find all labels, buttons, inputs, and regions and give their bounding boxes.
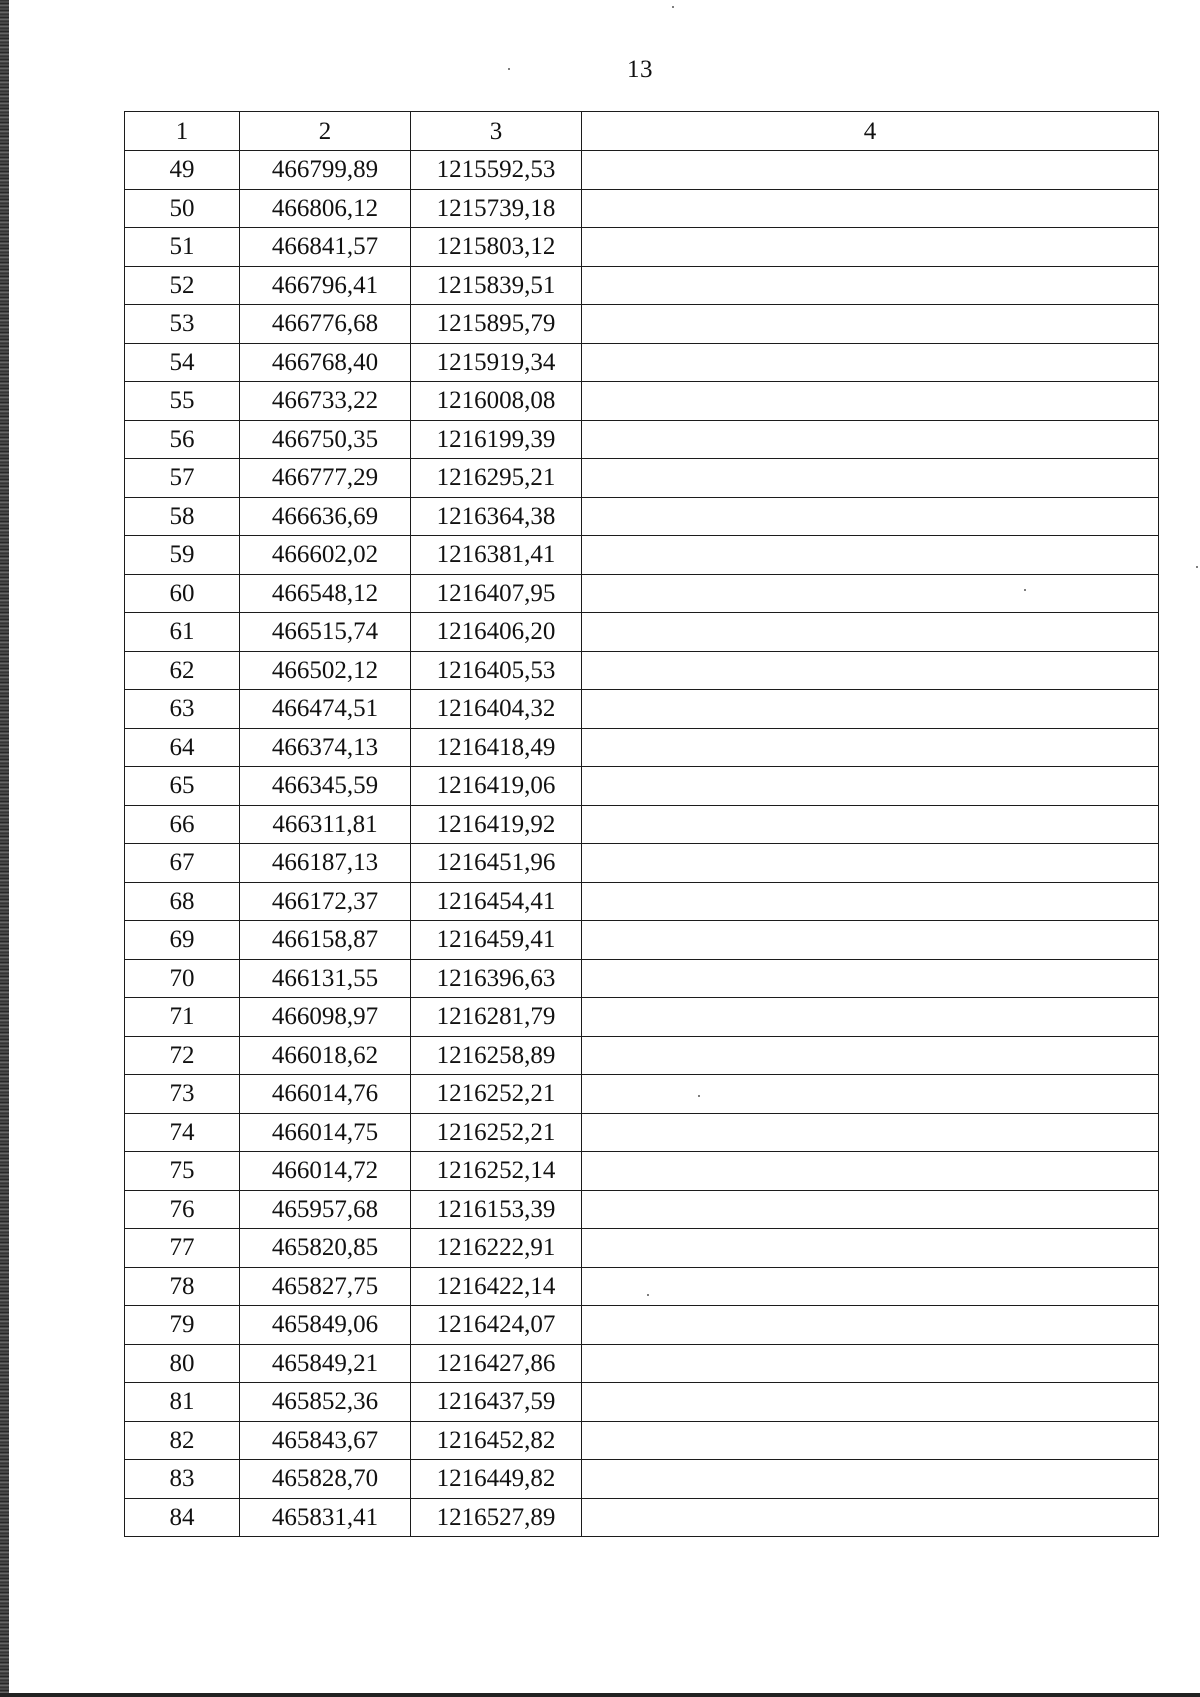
point-number-cell: 53 bbox=[125, 305, 240, 344]
y-coordinate-cell: 1216449,82 bbox=[411, 1460, 582, 1499]
y-coordinate-cell: 1216252,14 bbox=[411, 1152, 582, 1191]
note-cell bbox=[582, 382, 1159, 421]
y-coordinate-cell: 1215803,12 bbox=[411, 228, 582, 267]
note-cell bbox=[582, 690, 1159, 729]
point-number-cell: 79 bbox=[125, 1306, 240, 1345]
x-coordinate-cell: 465827,75 bbox=[240, 1267, 411, 1306]
y-coordinate-cell: 1215895,79 bbox=[411, 305, 582, 344]
x-coordinate-cell: 466014,76 bbox=[240, 1075, 411, 1114]
x-coordinate-cell: 466777,29 bbox=[240, 459, 411, 498]
x-coordinate-cell: 465957,68 bbox=[240, 1190, 411, 1229]
y-coordinate-cell: 1216419,06 bbox=[411, 767, 582, 806]
note-cell bbox=[582, 1344, 1159, 1383]
y-coordinate-cell: 1215739,18 bbox=[411, 189, 582, 228]
y-coordinate-cell: 1216295,21 bbox=[411, 459, 582, 498]
y-coordinate-cell: 1216424,07 bbox=[411, 1306, 582, 1345]
table-row bbox=[125, 882, 1159, 921]
table-row bbox=[125, 536, 1159, 575]
table-row bbox=[125, 1036, 1159, 1075]
point-number-cell: 73 bbox=[125, 1075, 240, 1114]
x-coordinate-cell: 465820,85 bbox=[240, 1229, 411, 1268]
table-row bbox=[125, 651, 1159, 690]
point-number-cell: 56 bbox=[125, 420, 240, 459]
x-coordinate-cell: 466018,62 bbox=[240, 1036, 411, 1075]
table-row bbox=[125, 1267, 1159, 1306]
note-cell bbox=[582, 1229, 1159, 1268]
point-number-cell: 83 bbox=[125, 1460, 240, 1499]
x-coordinate-cell: 466841,57 bbox=[240, 228, 411, 267]
scan-speck bbox=[508, 68, 510, 70]
table-row bbox=[125, 266, 1159, 305]
y-coordinate-cell: 1216437,59 bbox=[411, 1383, 582, 1422]
y-coordinate-cell: 1216258,89 bbox=[411, 1036, 582, 1075]
page-number: 13 bbox=[627, 56, 653, 83]
x-coordinate-cell: 465849,06 bbox=[240, 1306, 411, 1345]
note-cell bbox=[582, 420, 1159, 459]
note-cell bbox=[582, 459, 1159, 498]
note-cell bbox=[582, 497, 1159, 536]
table-row bbox=[125, 1383, 1159, 1422]
y-coordinate-cell: 1216407,95 bbox=[411, 574, 582, 613]
x-coordinate-cell: 465831,41 bbox=[240, 1498, 411, 1537]
point-number-cell: 54 bbox=[125, 343, 240, 382]
x-coordinate-cell: 466602,02 bbox=[240, 536, 411, 575]
y-coordinate-cell: 1216427,86 bbox=[411, 1344, 582, 1383]
x-coordinate-cell: 466474,51 bbox=[240, 690, 411, 729]
table-row bbox=[125, 1421, 1159, 1460]
x-coordinate-cell: 466374,13 bbox=[240, 728, 411, 767]
table-row bbox=[125, 459, 1159, 498]
point-number-cell: 50 bbox=[125, 189, 240, 228]
table-row bbox=[125, 1075, 1159, 1114]
header-row bbox=[125, 112, 1159, 151]
table-row bbox=[125, 1344, 1159, 1383]
note-cell bbox=[582, 1075, 1159, 1114]
note-cell bbox=[582, 1306, 1159, 1345]
table-row bbox=[125, 497, 1159, 536]
note-cell bbox=[582, 728, 1159, 767]
y-coordinate-cell: 1216452,82 bbox=[411, 1421, 582, 1460]
table-row bbox=[125, 189, 1159, 228]
x-coordinate-cell: 466187,13 bbox=[240, 844, 411, 883]
point-number-cell: 52 bbox=[125, 266, 240, 305]
point-number-cell: 78 bbox=[125, 1267, 240, 1306]
x-coordinate-cell: 466548,12 bbox=[240, 574, 411, 613]
y-coordinate-cell: 1216418,49 bbox=[411, 728, 582, 767]
table-body bbox=[125, 151, 1159, 1537]
note-cell bbox=[582, 921, 1159, 960]
y-coordinate-cell: 1216199,39 bbox=[411, 420, 582, 459]
point-number-cell: 66 bbox=[125, 805, 240, 844]
note-cell bbox=[582, 305, 1159, 344]
note-cell bbox=[582, 767, 1159, 806]
note-cell bbox=[582, 1460, 1159, 1499]
y-coordinate-cell: 1216459,41 bbox=[411, 921, 582, 960]
x-coordinate-cell: 466733,22 bbox=[240, 382, 411, 421]
x-coordinate-cell: 466768,40 bbox=[240, 343, 411, 382]
scan-speck bbox=[672, 6, 674, 8]
note-cell bbox=[582, 882, 1159, 921]
point-number-cell: 60 bbox=[125, 574, 240, 613]
table-row bbox=[125, 1306, 1159, 1345]
note-cell bbox=[582, 1383, 1159, 1422]
x-coordinate-cell: 466345,59 bbox=[240, 767, 411, 806]
table-row bbox=[125, 1460, 1159, 1499]
note-cell bbox=[582, 228, 1159, 267]
point-number-cell: 57 bbox=[125, 459, 240, 498]
y-coordinate-cell: 1216454,41 bbox=[411, 882, 582, 921]
point-number-cell: 80 bbox=[125, 1344, 240, 1383]
point-number-cell: 63 bbox=[125, 690, 240, 729]
table-row bbox=[125, 1229, 1159, 1268]
table-row bbox=[125, 998, 1159, 1037]
y-coordinate-cell: 1216451,96 bbox=[411, 844, 582, 883]
table-row bbox=[125, 1498, 1159, 1537]
table-row bbox=[125, 805, 1159, 844]
x-coordinate-cell: 466796,41 bbox=[240, 266, 411, 305]
coordinates-table bbox=[124, 111, 1159, 1537]
y-coordinate-cell: 1216008,08 bbox=[411, 382, 582, 421]
table-row bbox=[125, 1113, 1159, 1152]
point-number-cell: 81 bbox=[125, 1383, 240, 1422]
note-cell bbox=[582, 1421, 1159, 1460]
x-coordinate-cell: 466158,87 bbox=[240, 921, 411, 960]
x-coordinate-cell: 466131,55 bbox=[240, 959, 411, 998]
scan-bottom-edge bbox=[0, 1693, 1200, 1697]
y-coordinate-cell: 1216222,91 bbox=[411, 1229, 582, 1268]
y-coordinate-cell: 1216406,20 bbox=[411, 613, 582, 652]
note-cell bbox=[582, 1113, 1159, 1152]
y-coordinate-cell: 1216381,41 bbox=[411, 536, 582, 575]
y-coordinate-cell: 1215919,34 bbox=[411, 343, 582, 382]
note-cell bbox=[582, 1190, 1159, 1229]
column-header-3: 3 bbox=[411, 112, 582, 151]
point-number-cell: 82 bbox=[125, 1421, 240, 1460]
column-header-4: 4 bbox=[582, 112, 1159, 151]
y-coordinate-cell: 1216252,21 bbox=[411, 1113, 582, 1152]
table-row bbox=[125, 574, 1159, 613]
point-number-cell: 75 bbox=[125, 1152, 240, 1191]
point-number-cell: 61 bbox=[125, 613, 240, 652]
x-coordinate-cell: 466311,81 bbox=[240, 805, 411, 844]
note-cell bbox=[582, 805, 1159, 844]
point-number-cell: 55 bbox=[125, 382, 240, 421]
y-coordinate-cell: 1216404,32 bbox=[411, 690, 582, 729]
table-row bbox=[125, 921, 1159, 960]
point-number-cell: 77 bbox=[125, 1229, 240, 1268]
note-cell bbox=[582, 844, 1159, 883]
table-row bbox=[125, 151, 1159, 190]
table-row bbox=[125, 305, 1159, 344]
x-coordinate-cell: 466776,68 bbox=[240, 305, 411, 344]
note-cell bbox=[582, 651, 1159, 690]
table-row bbox=[125, 690, 1159, 729]
x-coordinate-cell: 465849,21 bbox=[240, 1344, 411, 1383]
table-row bbox=[125, 420, 1159, 459]
point-number-cell: 84 bbox=[125, 1498, 240, 1537]
x-coordinate-cell: 466172,37 bbox=[240, 882, 411, 921]
table-row bbox=[125, 728, 1159, 767]
note-cell bbox=[582, 574, 1159, 613]
table-row bbox=[125, 382, 1159, 421]
x-coordinate-cell: 466502,12 bbox=[240, 651, 411, 690]
point-number-cell: 49 bbox=[125, 151, 240, 190]
y-coordinate-cell: 1216419,92 bbox=[411, 805, 582, 844]
x-coordinate-cell: 466515,74 bbox=[240, 613, 411, 652]
x-coordinate-cell: 466799,89 bbox=[240, 151, 411, 190]
x-coordinate-cell: 466098,97 bbox=[240, 998, 411, 1037]
point-number-cell: 72 bbox=[125, 1036, 240, 1075]
table-header bbox=[125, 112, 1159, 151]
x-coordinate-cell: 465852,36 bbox=[240, 1383, 411, 1422]
point-number-cell: 70 bbox=[125, 959, 240, 998]
y-coordinate-cell: 1216527,89 bbox=[411, 1498, 582, 1537]
y-coordinate-cell: 1216364,38 bbox=[411, 497, 582, 536]
note-cell bbox=[582, 1498, 1159, 1537]
x-coordinate-cell: 466636,69 bbox=[240, 497, 411, 536]
point-number-cell: 69 bbox=[125, 921, 240, 960]
note-cell bbox=[582, 266, 1159, 305]
note-cell bbox=[582, 1036, 1159, 1075]
x-coordinate-cell: 466014,72 bbox=[240, 1152, 411, 1191]
note-cell bbox=[582, 998, 1159, 1037]
point-number-cell: 64 bbox=[125, 728, 240, 767]
note-cell bbox=[582, 959, 1159, 998]
table-row bbox=[125, 959, 1159, 998]
y-coordinate-cell: 1216405,53 bbox=[411, 651, 582, 690]
x-coordinate-cell: 465843,67 bbox=[240, 1421, 411, 1460]
point-number-cell: 58 bbox=[125, 497, 240, 536]
note-cell bbox=[582, 189, 1159, 228]
point-number-cell: 71 bbox=[125, 998, 240, 1037]
point-number-cell: 76 bbox=[125, 1190, 240, 1229]
scan-speck bbox=[1196, 566, 1198, 568]
note-cell bbox=[582, 151, 1159, 190]
y-coordinate-cell: 1215839,51 bbox=[411, 266, 582, 305]
x-coordinate-cell: 466806,12 bbox=[240, 189, 411, 228]
y-coordinate-cell: 1216153,39 bbox=[411, 1190, 582, 1229]
x-coordinate-cell: 465828,70 bbox=[240, 1460, 411, 1499]
y-coordinate-cell: 1216252,21 bbox=[411, 1075, 582, 1114]
point-number-cell: 74 bbox=[125, 1113, 240, 1152]
point-number-cell: 51 bbox=[125, 228, 240, 267]
scan-binding-edge bbox=[0, 0, 9, 1697]
y-coordinate-cell: 1216422,14 bbox=[411, 1267, 582, 1306]
table-row bbox=[125, 767, 1159, 806]
note-cell bbox=[582, 1267, 1159, 1306]
note-cell bbox=[582, 343, 1159, 382]
table-row bbox=[125, 228, 1159, 267]
x-coordinate-cell: 466750,35 bbox=[240, 420, 411, 459]
note-cell bbox=[582, 1152, 1159, 1191]
x-coordinate-cell: 466014,75 bbox=[240, 1113, 411, 1152]
column-header-1: 1 bbox=[125, 112, 240, 151]
table-row bbox=[125, 844, 1159, 883]
point-number-cell: 65 bbox=[125, 767, 240, 806]
point-number-cell: 68 bbox=[125, 882, 240, 921]
point-number-cell: 67 bbox=[125, 844, 240, 883]
table-row bbox=[125, 1190, 1159, 1229]
point-number-cell: 62 bbox=[125, 651, 240, 690]
note-cell bbox=[582, 613, 1159, 652]
table-row bbox=[125, 613, 1159, 652]
column-header-2: 2 bbox=[240, 112, 411, 151]
point-number-cell: 59 bbox=[125, 536, 240, 575]
table-row bbox=[125, 1152, 1159, 1191]
y-coordinate-cell: 1216281,79 bbox=[411, 998, 582, 1037]
table-row bbox=[125, 343, 1159, 382]
y-coordinate-cell: 1215592,53 bbox=[411, 151, 582, 190]
note-cell bbox=[582, 536, 1159, 575]
y-coordinate-cell: 1216396,63 bbox=[411, 959, 582, 998]
